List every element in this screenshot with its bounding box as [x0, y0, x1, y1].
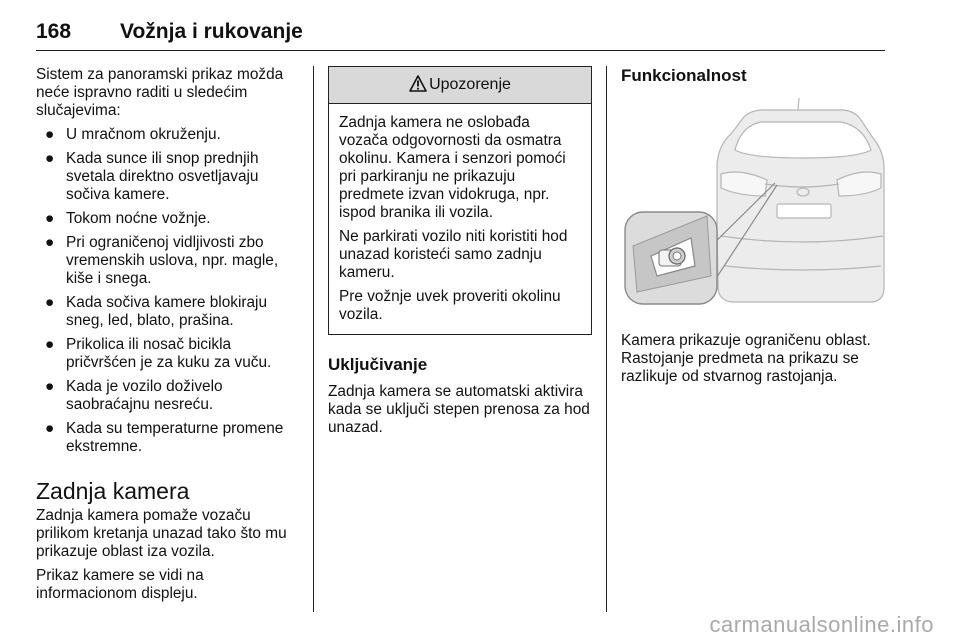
list-item: [36, 234, 304, 288]
subsection-title: Uključivanje: [328, 355, 428, 374]
warning-paragraph: Pre vožnje uvek proveriti okolinu vozila.: [339, 288, 561, 323]
chapter-title: Vožnja i rukovanje: [120, 20, 303, 43]
column-divider: [313, 66, 314, 612]
bullet-icon: ●: [45, 336, 55, 353]
column-middle: [328, 66, 592, 443]
list-item: [36, 126, 304, 144]
list-item: [36, 294, 304, 330]
bullet-icon: ●: [45, 294, 55, 311]
body-paragraph: Zadnja kamera se automatski aktivira kada se uključi stepen prenosa za hod unazad.: [328, 383, 590, 436]
bullet-icon: ●: [45, 378, 55, 395]
watermark: carmanualsonline.info: [709, 612, 934, 637]
bullet-icon: ●: [45, 420, 55, 437]
column-divider: [606, 66, 607, 612]
list-item-text: U mračnom okruženju.: [66, 126, 221, 143]
bullet-icon: ●: [45, 210, 55, 227]
list-item: [36, 420, 304, 456]
list-item-text: Tokom noćne vožnje.: [66, 210, 211, 227]
conditions-list: [36, 126, 304, 456]
subsection-title: Funkcionalnost: [621, 66, 747, 85]
list-item: [36, 150, 304, 204]
page-header: [36, 18, 885, 51]
list-item: [36, 210, 304, 228]
figure-caption: Kamera prikazuje ograničenu oblast. Rastojanje predmeta na prikazu se razlikuje od stvarnog rastojanja.: [621, 332, 871, 385]
warning-title: Upozorenje: [429, 76, 511, 93]
column-left: [36, 66, 304, 609]
warning-paragraph: Zadnja kamera ne oslobađa vozača odgovornosti da osmatra okolinu. Kamera i senzori pomoći pri parkiranju ne prikazuju predmete izvan vidokruga, npr. ispod branika ili vozila.: [339, 114, 566, 221]
list-item-text: Prikolica ili nosač bicikla pričvršćen je za kuku za vuču.: [66, 336, 272, 371]
list-item-text: Pri ograničenoj vidljivosti zbo vremenskih uslova, npr. magle, kiše i snega.: [66, 234, 279, 287]
list-item-text: Kada sočiva kamere blokiraju sneg, led, blato, prašina.: [66, 294, 268, 329]
warning-header: [329, 67, 591, 104]
list-item-text: Kada je vozilo doživelo saobraćajnu nesreću.: [66, 378, 223, 413]
body-paragraph: Prikaz kamere se vidi na informacionom displeju.: [36, 567, 204, 602]
page-number: 168: [36, 20, 72, 43]
column-right: [621, 66, 889, 392]
bullet-icon: ●: [45, 150, 55, 167]
list-item-text: Kada sunce ili snop prednjih svetala direktno osvetljavaju sočiva kamere.: [66, 150, 259, 203]
list-item: [36, 336, 304, 372]
warning-paragraph: Ne parkirati vozilo niti koristiti hod unazad koristeći samo zadnju kameru.: [339, 228, 568, 281]
section-title: Zadnja kamera: [36, 478, 190, 504]
body-paragraph: Zadnja kamera pomaže vozaču prilikom kretanja unazad tako što mu prikazuje oblast iza vozila.: [36, 507, 287, 560]
list-item: [36, 378, 304, 414]
warning-body: [329, 104, 591, 334]
warning-triangle-icon: [409, 75, 427, 92]
list-item-text: Kada su temperaturne promene ekstremne.: [66, 420, 284, 455]
bullet-icon: ●: [45, 126, 55, 143]
intro-paragraph: Sistem za panoramski prikaz možda neće ispravno raditi u sledećim slučajevima:: [36, 66, 284, 119]
warning-box: [328, 66, 592, 335]
rear-camera-illustration: [621, 96, 885, 311]
bullet-icon: ●: [45, 234, 55, 251]
